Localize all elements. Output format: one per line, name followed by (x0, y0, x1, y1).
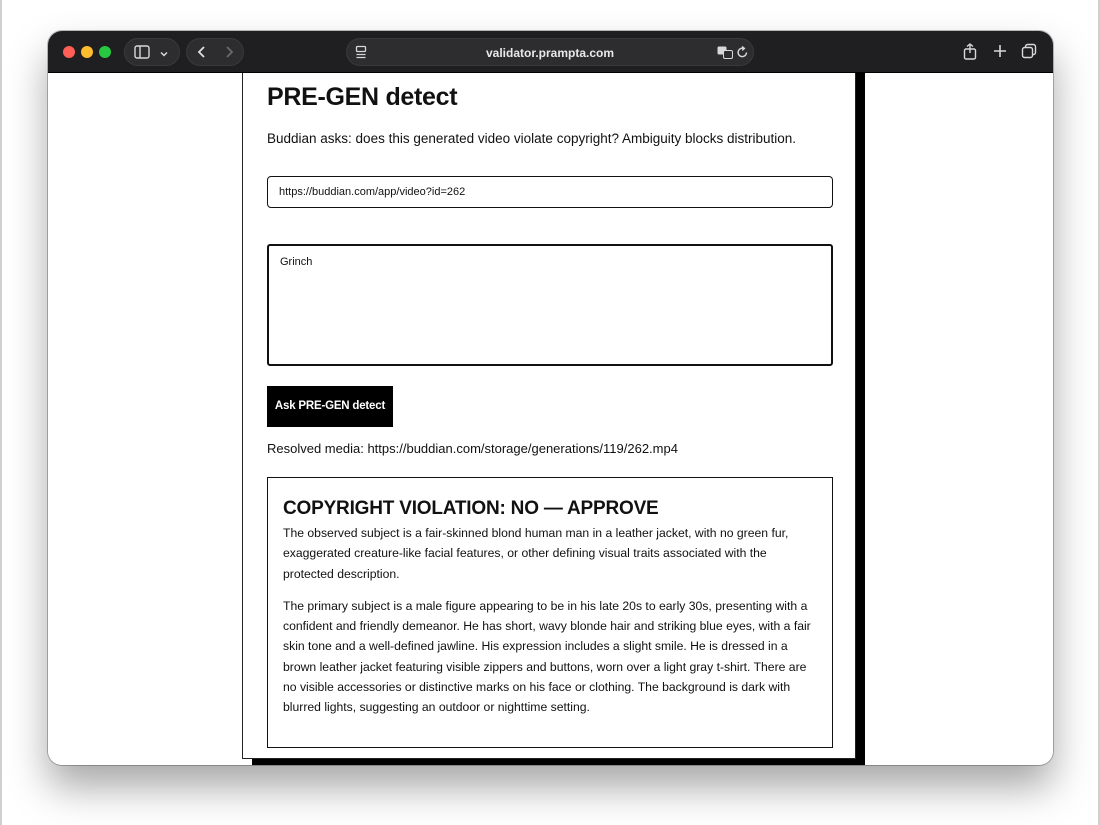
browser-window (48, 31, 1053, 765)
resolved-media-text: Resolved media: https://buddian.com/storage/generations/119/262.mp4 (267, 441, 678, 456)
navigation-buttons (186, 38, 244, 66)
share-icon[interactable] (963, 43, 977, 63)
video-url-input[interactable]: https://buddian.com/app/video?id=262 (267, 176, 833, 208)
forward-icon[interactable] (223, 45, 235, 62)
verdict-heading: COPYRIGHT VIOLATION: NO — APPROVE (283, 498, 659, 519)
reload-icon[interactable] (736, 45, 749, 62)
intro-text: Buddian asks: does this generated video violate copyright? Ambiguity blocks distribution. (267, 131, 797, 146)
result-paragraph: The observed subject is a fair-skinned blond human man in a leather jacket, with no green fur, exaggerated creature-like facial features, or other defining visual traits associated with the protected description. (283, 526, 789, 581)
plus-icon[interactable] (993, 44, 1007, 61)
result-panel (267, 477, 833, 748)
address-text: validator.prampta.com (485, 46, 615, 60)
minimize-window-button[interactable] (81, 46, 93, 58)
page-title: PRE-GEN detect (267, 83, 458, 111)
translate-icon[interactable] (717, 46, 733, 62)
zoom-window-button[interactable] (99, 46, 111, 58)
sidebar-toggle-button[interactable] (124, 38, 180, 66)
address-bar[interactable] (346, 38, 754, 66)
tab-overview-icon[interactable] (1021, 43, 1037, 62)
protected-description-textarea[interactable]: Grinch (267, 244, 833, 366)
back-icon[interactable] (196, 45, 208, 62)
page-content (48, 73, 1053, 765)
chevron-down-icon (159, 47, 169, 62)
main-card (242, 73, 856, 759)
ask-pre-gen-detect-button[interactable]: Ask PRE-GEN detect (267, 386, 393, 427)
browser-toolbar (48, 31, 1053, 73)
card-shadow-bottom (252, 758, 865, 765)
sidebar-icon (134, 45, 150, 62)
close-window-button[interactable] (63, 46, 75, 58)
result-paragraph: The primary subject is a male figure appearing to be in his late 20s to early 30s, presenting with a confident and friendly demeanor. He has short, wavy blonde hair and striking blue eyes, with a fair skin tone and a well-defined jawline. His expression includes a slight smile. He is dressed in a brown leather jacket featuring visible zippers and buttons, worn over a light gray t-shirt. There are no visible accessories or distinctive marks on his face or clothing. The background is dark with blurred lights, suggesting an outdoor or nighttime setting. (283, 598, 811, 715)
